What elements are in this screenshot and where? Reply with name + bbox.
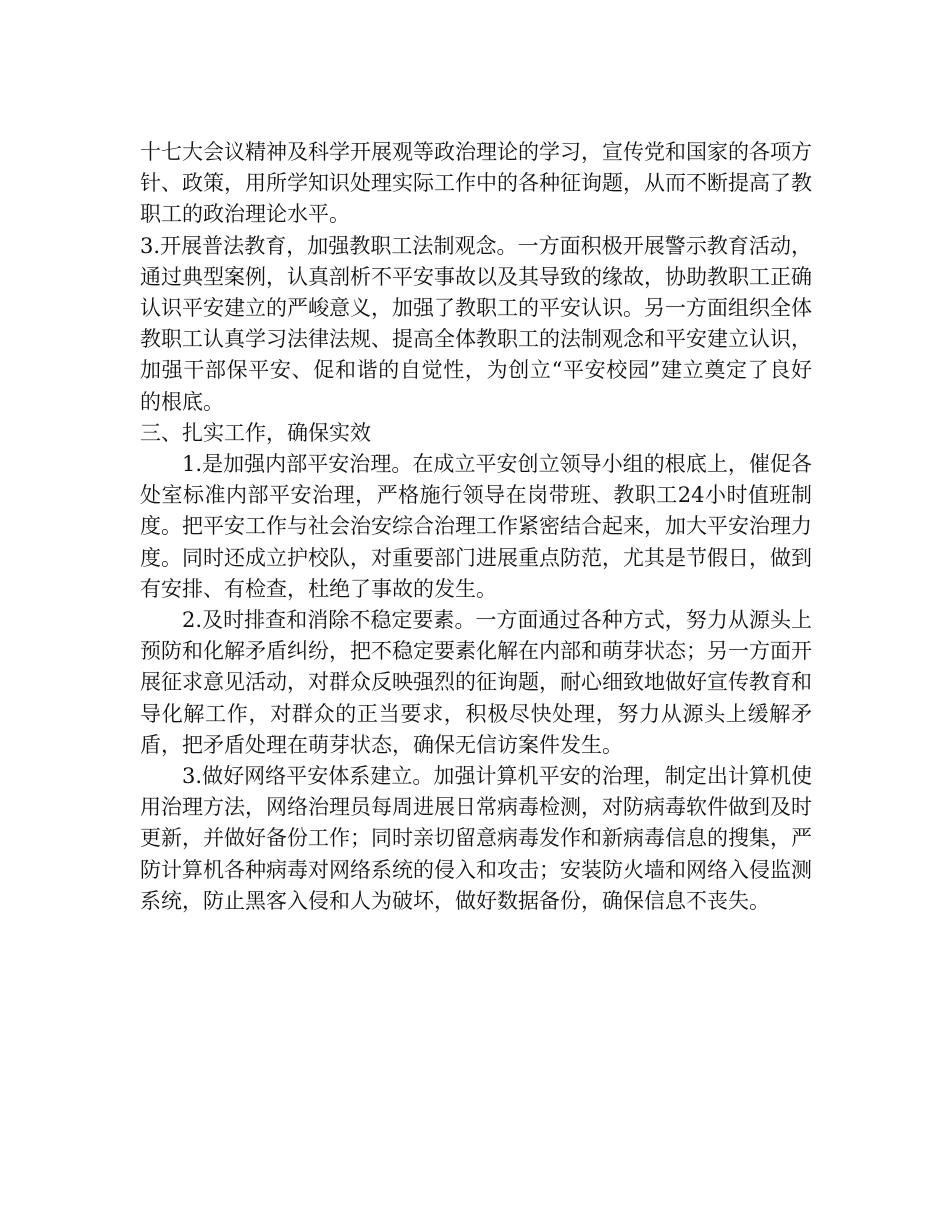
paragraph-network-security: 3.做好网络平安体系建立。加强计算机平安的治理，制定出计算机使用治理方法，网络治理员每周进展日常病毒检测，对防病毒软件做到及时更新，并做好备份工作；同时亲切留意病毒发作和新病毒信息的搜集，严防计算机各种病毒对网络系统的侵入和攻击；安装防火墙和网络入侵监测系统，防止黑客入侵和人为破坏，做好数据备份，确保信息不丧失。 [140,764,812,913]
paragraph-legal-education: 3.开展普法教育，加强教职工法制观念。一方面积极开展警示教育活动，通过典型案例，认真剖析不平安事故以及其导致的缘故，协助教职工正确认识平安建立的严峻意义，加强了教职工的平安认识。另一方面组织全体教职工认真学习法律法规、提高全体教职工的法制观念和平安建立认识，加强干部保平安、促和谐的自觉性，为创立“平安校园”建立奠定了良好的根底。 [140,233,812,414]
paragraph-instability-check: 2.及时排查和消除不稳定要素。一方面通过各种方式，努力从源头上预防和化解矛盾纠纷，把不稳定要素化解在内部和萌芽状态；另一方面开展征求意见活动，对群众反映强烈的征询题，耐心细致地做好宣传教育和导化解工作，对群众的正当要求，积极尽快处理，努力从源头上缓解矛盾，把矛盾处理在萌芽状态，确保无信访案件发生。 [140,608,812,757]
paragraph-theory-study: 十七大会议精神及科学开展观等政治理论的学习，宣传党和国家的各项方针、政策，用所学知识处理实际工作中的各种征询题，从而不断提高了教职工的政治理论水平。 [140,140,812,227]
document-body [140,137,812,917]
paragraph-internal-safety: 1.是加强内部平安治理。在成立平安创立领导小组的根底上，催促各处室标准内部平安治理，严格施行领导在岗带班、教职工24小时值班制度。把平安工作与社会治安综合治理工作紧密结合起来，加大平安治理力度。同时还成立护校队，对重要部门进展重点防范，尤其是节假日，做到有安排、有检查，杜绝了事故的发生。 [140,452,812,601]
section-heading-three: 三、扎实工作，确保实效 [140,420,371,445]
